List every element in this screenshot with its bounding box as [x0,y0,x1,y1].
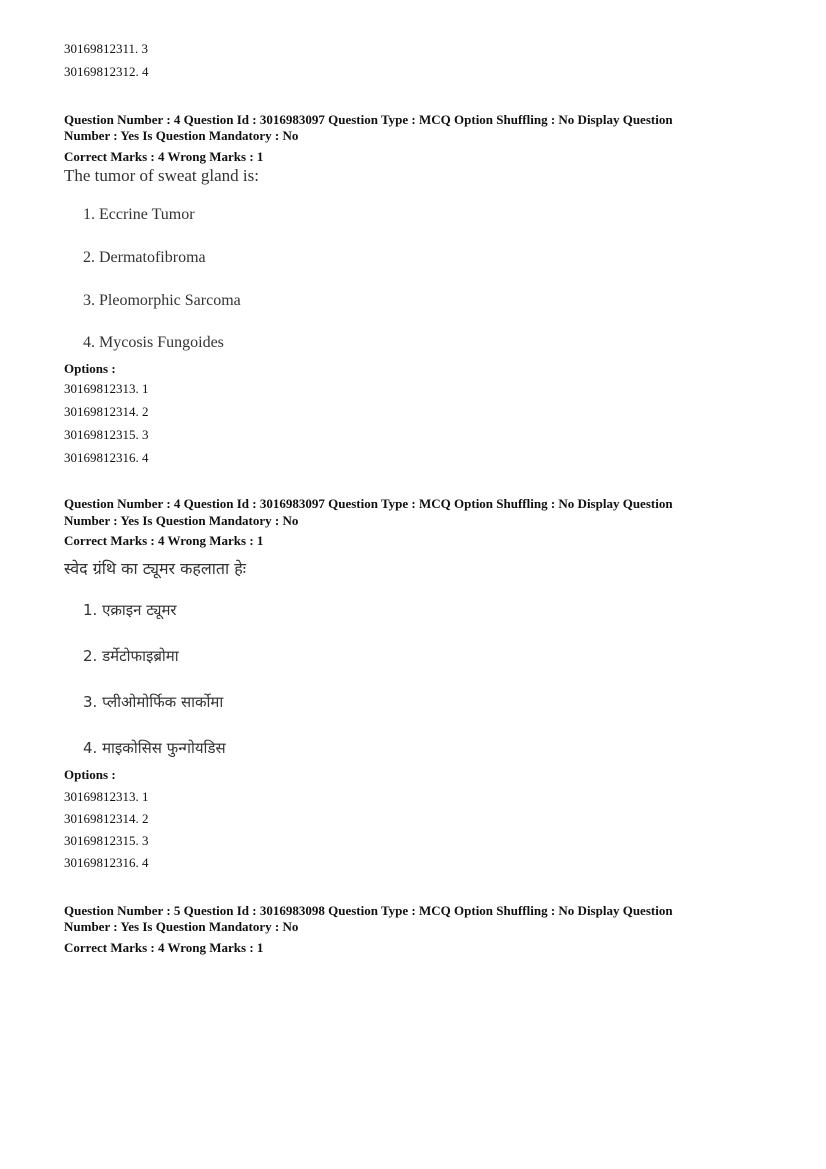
question-header: Question Number : 4 Question Id : 3016983097 Question Type : MCQ Option Shuffling : No Display Question [64,112,673,127]
question-marks: Correct Marks : 4 Wrong Marks : 1 [64,533,264,548]
options-label: Options : [64,361,116,376]
question-marks: Correct Marks : 4 Wrong Marks : 1 [64,940,264,955]
question-header-cont: Number : Yes Is Question Mandatory : No [64,513,299,528]
question-header-cont: Number : Yes Is Question Mandatory : No [64,919,299,934]
question-stem: The tumor of sweat gland is: [64,166,259,185]
option-line: 30169812315. 3 [64,427,149,442]
answer-choice: 1. Eccrine Tumor [83,206,195,223]
option-line: 30169812313. 1 [64,789,149,804]
option-line: 30169812311. 3 [64,41,149,56]
option-line: 30169812314. 2 [64,811,149,826]
answer-choice: 2. Dermatofibroma [83,249,206,266]
answer-choice: 3. Pleomorphic Sarcoma [83,292,241,309]
option-line: 30169812314. 2 [64,404,149,419]
answer-choice: 3. प्लीओमोर्फिक सार्कोमा [83,693,224,711]
options-label: Options : [64,767,116,782]
option-line: 30169812316. 4 [64,855,149,870]
answer-choice: 1. एक्राइन ट्यूमर [83,601,177,619]
option-line: 30169812315. 3 [64,833,149,848]
answer-choice: 2. डर्मेटोफाइब्रोमा [83,647,179,665]
answer-choice: 4. Mycosis Fungoides [83,334,224,351]
answer-choice: 4. माइकोसिस फुन्गोयडिस [83,739,226,757]
option-line: 30169812316. 4 [64,450,149,465]
question-header: Question Number : 5 Question Id : 3016983098 Question Type : MCQ Option Shuffling : No Display Question [64,903,673,918]
option-line: 30169812313. 1 [64,381,149,396]
question-header-cont: Number : Yes Is Question Mandatory : No [64,128,299,143]
question-marks: Correct Marks : 4 Wrong Marks : 1 [64,149,264,164]
question-header: Question Number : 4 Question Id : 3016983097 Question Type : MCQ Option Shuffling : No Display Question [64,496,673,511]
option-line: 30169812312. 4 [64,64,149,79]
question-stem: स्वेद ग्रंथि का ट्यूमर कहलाता हेः [64,559,246,578]
